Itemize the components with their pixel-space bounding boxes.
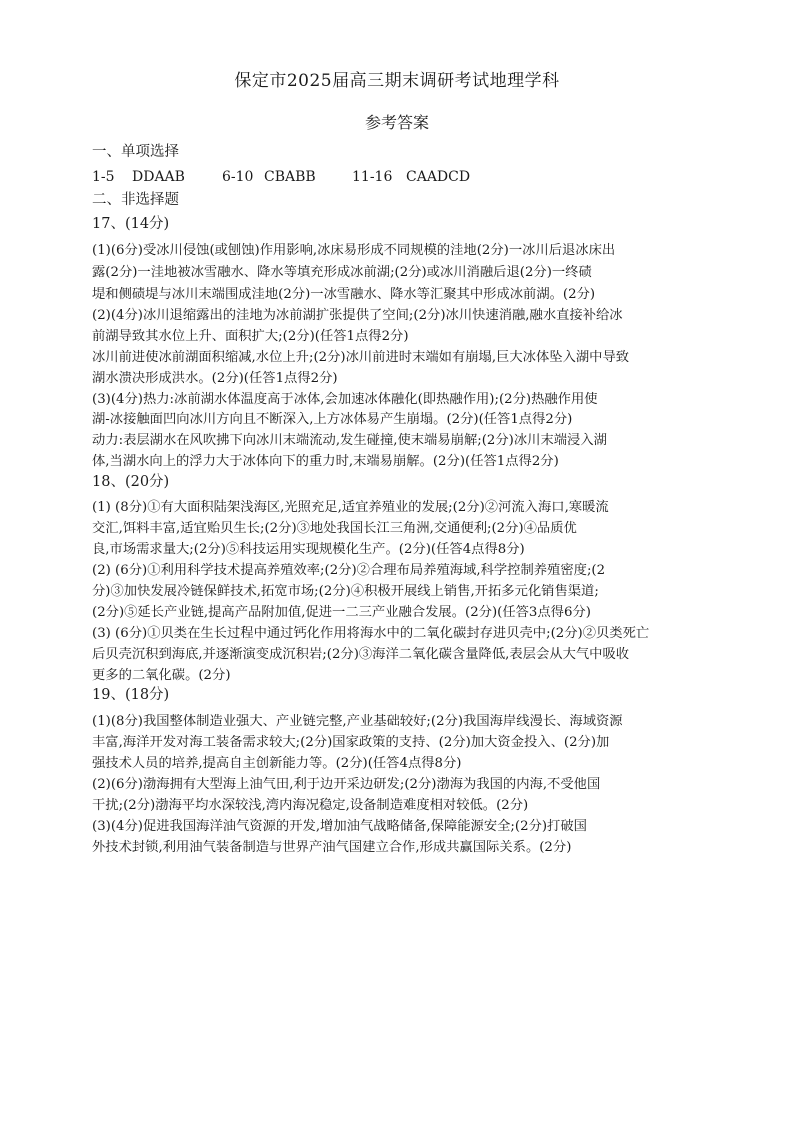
question-17-heading: 17、(14分): [92, 216, 170, 232]
answer-line: 良,市场需求量大;(2分)⑤科技运用实现规模化生产。(2分)(任答4点得8分): [92, 542, 525, 557]
answer-line: 堤和侧碛堤与冰川末端围成洼地(2分)一冰雪融水、降水等汇聚其中形成冰前湖。(2分): [92, 287, 596, 302]
document-title: 保定市2025届高三期末调研考试地理学科: [234, 71, 560, 91]
answer-line: 动力:表层湖水在风吹拂下向冰川末端流动,发生碰撞,使末端易崩解;(2分)冰川末端浸入湖: [92, 433, 607, 448]
answer-line: (2)(4分)冰川退缩露出的洼地为冰前湖扩张提供了空间;(2分)冰川快速消融,融水直接补给冰: [92, 308, 623, 323]
answer-line: 露(2分)一洼地被冰雪融水、降水等填充形成冰前湖;(2分)或冰川消融后退(2分)一终碛: [92, 265, 592, 280]
section-heading-single-choice: 一、单项选择: [92, 144, 179, 160]
answer-line: (2分)⑤延长产业链,提高产品附加值,促进一二三产业融合发展。(2分)(任答3点得6分): [92, 605, 591, 620]
answer-keys: CBABB: [264, 169, 316, 185]
answer-range: 11-16: [352, 169, 393, 185]
answer-line: 分)③加快发展冷链保鲜技术,拓宽市场;(2分)④积极开展线上销售,开拓多元化销售渠道;: [92, 584, 599, 599]
question-19-heading: 19、(18分): [92, 687, 170, 703]
answer-line: 强技术人员的培养,提高自主创新能力等。(2分)(任答4点得8分): [92, 756, 462, 771]
answer-line: 丰富,海洋开发对海工装备需求较大;(2分)国家政策的支持、(2分)加大资金投入、(2分)加: [92, 735, 610, 750]
answer-line: 干扰;(2分)渤海平均水深较浅,湾内海况稳定,设备制造难度相对较低。(2分): [92, 798, 529, 813]
answer-keys: CAADCD: [406, 169, 471, 185]
answer-line: (1)(8分)我国整体制造业强大、产业链完整,产业基础较好;(2分)我国海岸线漫长、海域资源: [92, 714, 623, 729]
answer-line: 后贝壳沉积到海底,并逐渐演变成沉积岩;(2分)③海洋二氧化碳含量降低,表层会从大气中吸收: [92, 647, 630, 662]
question-18-heading: 18、(20分): [92, 474, 170, 490]
section-heading-non-choice: 二、非选择题: [92, 192, 179, 208]
answer-line: 冰川前进使冰前湖面积缩减,水位上升;(2分)冰川前进时末端如有崩塌,巨大冰体坠入湖中导致: [92, 350, 630, 365]
answer-line: 体,当湖水向上的浮力大于冰体向下的重力时,末端易崩解。(2分)(任答1点得2分): [92, 454, 559, 469]
answer-range: 1-5: [92, 169, 115, 185]
answer-line: 更多的二氧化碳。(2分): [92, 668, 231, 683]
answer-line: 外技术封锁,利用油气装备制造与世界产油气国建立合作,形成共赢国际关系。(2分): [92, 840, 572, 855]
answer-line: (3)(4分)促进我国海洋油气资源的开发,增加油气战略储备,保障能源安全;(2分)打破国: [92, 819, 587, 834]
answer-line: 交汇,饵料丰富,适宜贻贝生长;(2分)③地处我国长江三角洲,交通便利;(2分)④品质优: [92, 521, 577, 536]
answer-keys: DDAAB: [132, 169, 185, 185]
answer-line: (2)(6分)渤海拥有大型海上油气田,利于边开采边研发;(2分)渤海为我国的内海,不受他国: [92, 777, 601, 792]
answer-line: 湖水溃决形成洪水。(2分)(任答1点得2分): [92, 371, 338, 386]
answer-line: (1) (8分)①有大面积陆架浅海区,光照充足,适宜养殖业的发展;(2分)②河流入海口,寒暖流: [92, 500, 609, 515]
answer-line: 前湖导致其水位上升、面积扩大;(2分)(任答1点得2分): [92, 329, 409, 344]
answer-range: 6-10: [222, 169, 254, 185]
choice-answer-row: [92, 167, 722, 188]
answer-line: (3)(4分)热力:冰前湖水体温度高于冰体,会加速冰体融化(即热融作用);(2分)热融作用使: [92, 392, 598, 407]
answer-line: (3) (6分)①贝类在生长过程中通过钙化作用将海水中的二氧化碳封存进贝壳中;(2分)②贝类死亡: [92, 626, 650, 641]
answer-line: (2) (6分)①利用科学技术提高养殖效率;(2分)②合理布局养殖海域,科学控制养殖密度;(2: [92, 563, 606, 578]
answer-line: (1)(6分)受冰川侵蚀(或刨蚀)作用影响,冰床易形成不同规模的洼地(2分)一冰川后退冰床出: [92, 243, 616, 258]
answer-line: 湖-冰接触面凹向冰川方向且不断深入,上方冰体易产生崩塌。(2分)(任答1点得2分): [92, 412, 573, 427]
document-subtitle: 参考答案: [364, 113, 429, 132]
